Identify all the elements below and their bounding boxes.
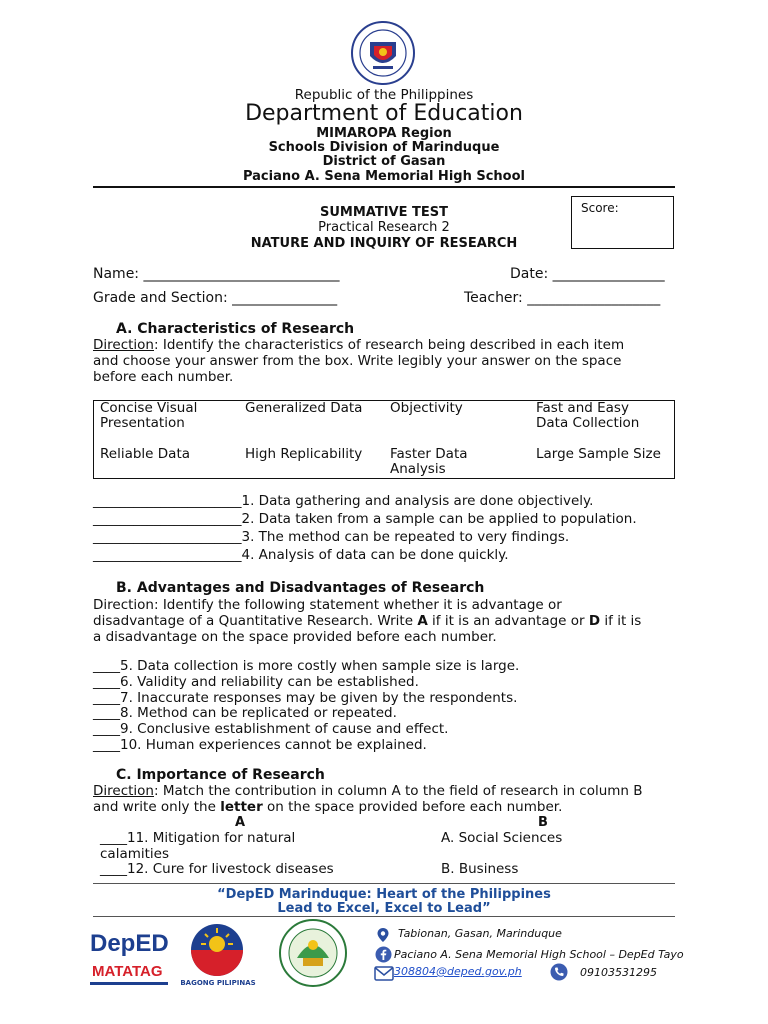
score-box[interactable]: [571, 196, 674, 249]
date-field[interactable]: Date: ________________: [510, 266, 665, 282]
choice-item: High Replicability: [245, 446, 363, 462]
question-item[interactable]: ____8. Method can be replicated or repeated.: [93, 705, 397, 721]
phone-text[interactable]: 09103531295: [580, 966, 657, 979]
match-item-a[interactable]: ____11. Mitigation for natural calamities: [100, 830, 296, 862]
deped-seal-logo: [348, 20, 418, 86]
address-text: Tabionan, Gasan, Marinduque: [398, 927, 562, 940]
choice-item: Concise Visual Presentation: [100, 400, 198, 431]
region-text: MIMAROPA Region: [316, 126, 452, 141]
direction-label: Direction: [93, 783, 154, 799]
choice-item: Fast and Easy Data Collection: [536, 400, 640, 431]
choices-box: [93, 400, 675, 479]
section-a-direction: [93, 337, 624, 385]
district-text: District of Gasan: [322, 154, 446, 169]
direction-text: : Identify the characteristics of research being described in each item: [154, 337, 625, 353]
direction-text: a disadvantage on the space provided before each number.: [93, 629, 497, 645]
deped-matatag-logo: DepED MATATAG: [90, 928, 168, 990]
school-seal-logo: [271, 918, 355, 988]
question-item[interactable]: ______________________2. Data taken from a sample can be applied to population.: [93, 511, 637, 527]
direction-label: Direction: [93, 337, 154, 353]
choice-item: Objectivity: [390, 400, 463, 416]
test-topic: NATURE AND INQUIRY OF RESEARCH: [250, 236, 518, 251]
question-item[interactable]: ____5. Data collection is more costly when sample size is large.: [93, 658, 520, 674]
score-label: Score:: [581, 201, 619, 215]
school-name: Paciano A. Sena Memorial High School: [242, 169, 525, 184]
header-divider: [93, 186, 675, 188]
phone-icon: [550, 963, 568, 981]
teacher-field[interactable]: Teacher: ___________________: [464, 290, 661, 306]
email-icon: [374, 966, 394, 981]
bagong-pilipinas-label: BAGONG PILIPINAS: [180, 979, 256, 987]
section-c-direction: Direction: Match the contribution in column A to the field of research in column B and write only the letter on the space provided before each number.: [93, 783, 643, 815]
test-type: SUMMATIVE TEST: [320, 205, 448, 220]
choice-item: Faster Data Analysis: [390, 446, 468, 477]
motto-line-2: Lead to Excel, Excel to Lead”: [277, 901, 491, 916]
section-b-title: B. Advantages and Disadvantages of Research: [116, 580, 485, 596]
choice-item: Reliable Data: [100, 446, 191, 462]
republic-text: Republic of the Philippines: [294, 87, 474, 103]
column-b-header: B: [538, 815, 548, 830]
department-title: Department of Education: [245, 101, 523, 126]
direction-text: before each number.: [93, 369, 234, 385]
match-item-a[interactable]: ____12. Cure for livestock diseases: [100, 861, 334, 877]
match-item-b: B. Business: [441, 861, 519, 877]
division-text: Schools Division of Marinduque: [268, 140, 500, 155]
question-item[interactable]: ______________________1. Data gathering and analysis are done objectively.: [93, 493, 594, 509]
question-item[interactable]: ______________________3. The method can be repeated to very findings.: [93, 529, 570, 545]
location-icon: [376, 927, 390, 943]
section-a-title: A. Characteristics of Research: [116, 321, 355, 337]
section-c-title: C. Importance of Research: [116, 767, 325, 783]
match-item-b: A. Social Sciences: [441, 830, 563, 846]
test-subject: Practical Research 2: [318, 220, 450, 235]
section-b-direction: Direction: Identify the following statement whether it is advantage or disadvantage of a Quantitative Research. Write A if it is an advantage or D if it is a disadvantage on the space provided before each number.: [93, 597, 642, 645]
direction-text: Direction: Identify the following statement whether it is advantage or: [93, 597, 562, 613]
email-link[interactable]: 308804@deped.gov.ph: [394, 965, 522, 978]
question-item[interactable]: ____9. Conclusive establishment of cause and effect.: [93, 721, 449, 737]
question-item[interactable]: ______________________4. Analysis of data can be done quickly.: [93, 547, 509, 563]
direction-text: and choose your answer from the box. Write legibly your answer on the space: [93, 353, 622, 369]
choice-item: Generalized Data: [245, 400, 363, 416]
choice-item: Large Sample Size: [536, 446, 661, 462]
bagong-pilipinas-logo: [183, 922, 251, 978]
name-field[interactable]: Name: ____________________________: [93, 266, 340, 282]
facebook-page-text[interactable]: Paciano A. Sena Memorial High School – DepEd Tayo: [394, 948, 684, 961]
footer-divider: [93, 916, 675, 917]
column-a-header: A: [235, 815, 246, 830]
question-item[interactable]: ____10. Human experiences cannot be explained.: [93, 737, 427, 753]
question-item[interactable]: ____6. Validity and reliability can be established.: [93, 674, 419, 690]
footer-divider: [93, 883, 675, 884]
grade-section-field[interactable]: Grade and Section: _______________: [93, 290, 338, 306]
facebook-icon: [375, 946, 392, 963]
motto-line-1: “DepED Marinduque: Heart of the Philippines: [217, 887, 551, 902]
question-item[interactable]: ____7. Inaccurate responses may be given by the respondents.: [93, 690, 518, 706]
